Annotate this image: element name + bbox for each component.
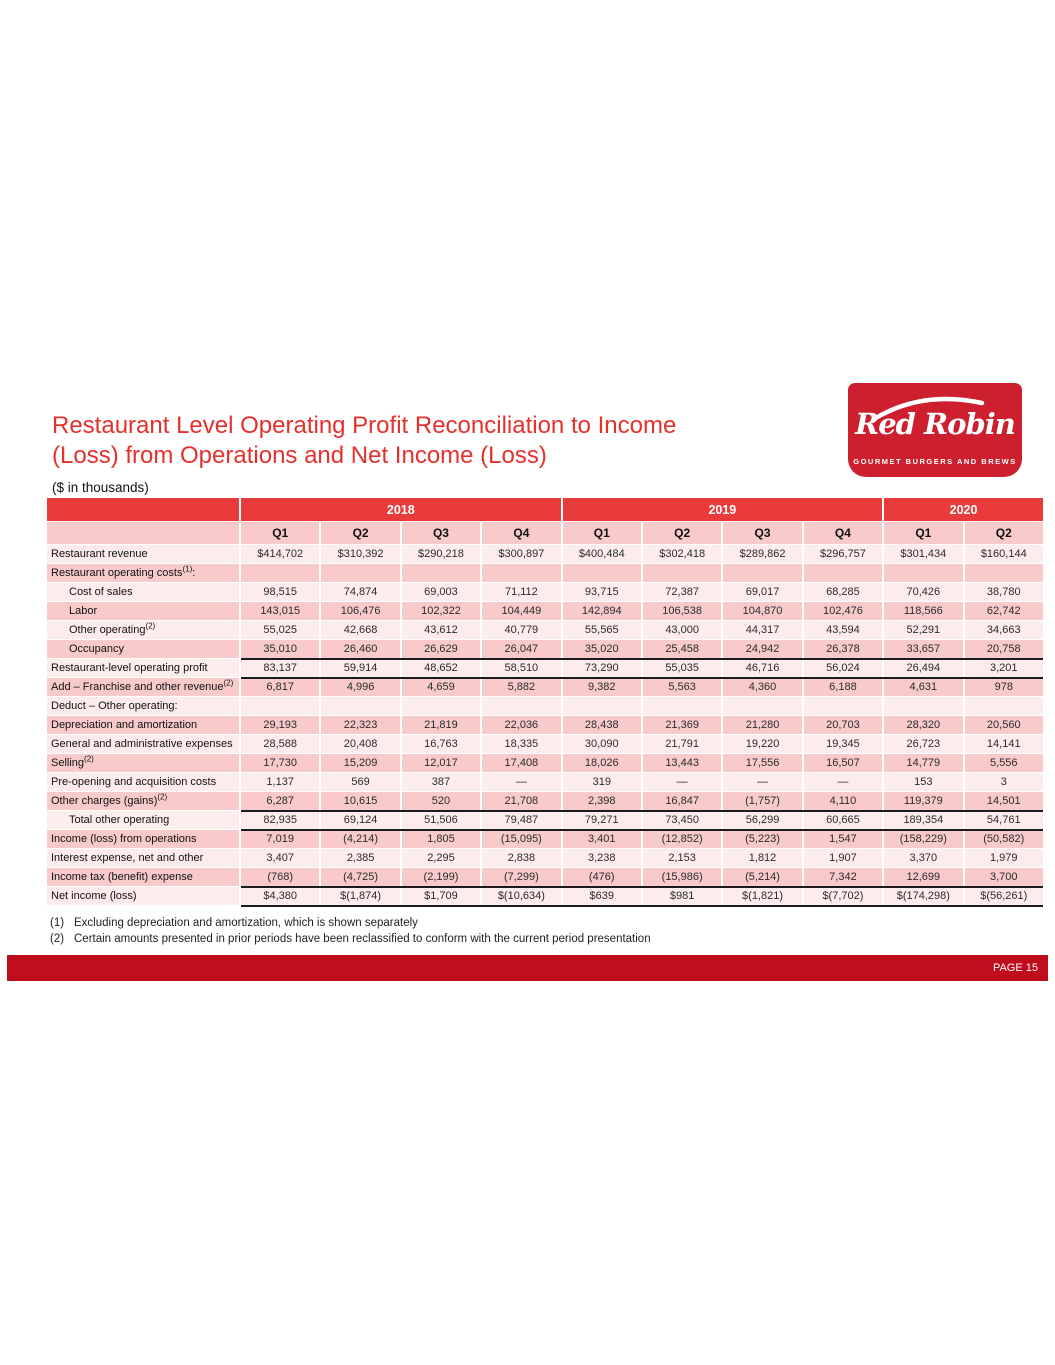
value-cell: 2,153 bbox=[643, 849, 721, 867]
value-cell: 79,271 bbox=[563, 811, 641, 829]
value-cell: 22,036 bbox=[482, 716, 560, 734]
value-cell: 189,354 bbox=[884, 811, 962, 829]
value-cell: 20,758 bbox=[965, 640, 1043, 658]
value-cell: 9,382 bbox=[563, 678, 641, 696]
table-row bbox=[47, 602, 1043, 620]
value-cell: 2,295 bbox=[402, 849, 480, 867]
row-label: Depreciation and amortization bbox=[47, 716, 239, 734]
row-label: Income (loss) from operations bbox=[47, 830, 239, 848]
value-cell: 26,494 bbox=[884, 659, 962, 677]
table-row bbox=[47, 773, 1043, 791]
value-cell bbox=[402, 564, 480, 582]
value-cell: 55,035 bbox=[643, 659, 721, 677]
units-note: ($ in thousands) bbox=[52, 480, 149, 495]
value-cell: 16,847 bbox=[643, 792, 721, 810]
table-row bbox=[47, 621, 1043, 639]
quarter-header-10: Q2 bbox=[965, 522, 1043, 544]
row-label: Other charges (gains)$^{(2)}$ bbox=[47, 792, 239, 810]
value-cell: 26,047 bbox=[482, 640, 560, 658]
value-cell: 18,335 bbox=[482, 735, 560, 753]
value-cell: 978 bbox=[965, 678, 1043, 696]
value-cell: (15,095) bbox=[482, 830, 560, 848]
row-label: Pre-opening and acquisition costs bbox=[47, 773, 239, 791]
table-row bbox=[47, 735, 1043, 753]
logo-brand-text: Red Robin bbox=[855, 407, 1015, 441]
year-header-2019: 2019 bbox=[563, 498, 883, 521]
value-cell: 153 bbox=[884, 773, 962, 791]
row-label: Occupancy bbox=[47, 640, 239, 658]
value-cell: 19,345 bbox=[804, 735, 882, 753]
quarter-header-2: Q2 bbox=[321, 522, 399, 544]
value-cell: 21,819 bbox=[402, 716, 480, 734]
value-cell: — bbox=[804, 773, 882, 791]
value-cell: $301,434 bbox=[884, 545, 962, 563]
row-label: Selling$^{(2)}$ bbox=[47, 754, 239, 772]
value-cell: 69,003 bbox=[402, 583, 480, 601]
value-cell bbox=[804, 564, 882, 582]
value-cell: 24,942 bbox=[723, 640, 801, 658]
value-cell: 4,360 bbox=[723, 678, 801, 696]
quarter-header-5: Q1 bbox=[563, 522, 641, 544]
value-cell: 48,652 bbox=[402, 659, 480, 677]
value-cell: 1,137 bbox=[241, 773, 319, 791]
footnote-2-text: Certain amounts presented in prior periods have been reclassified to conform with the current period presentation bbox=[74, 932, 651, 945]
table-row bbox=[47, 754, 1043, 772]
value-cell: 46,716 bbox=[723, 659, 801, 677]
value-cell: $639 bbox=[563, 887, 641, 905]
value-cell: $160,144 bbox=[965, 545, 1043, 563]
value-cell: 82,935 bbox=[241, 811, 319, 829]
value-cell: 51,506 bbox=[402, 811, 480, 829]
value-cell: 13,443 bbox=[643, 754, 721, 772]
value-cell bbox=[241, 564, 319, 582]
year-header-2018: 2018 bbox=[241, 498, 561, 521]
value-cell: 93,715 bbox=[563, 583, 641, 601]
value-cell: 10,615 bbox=[321, 792, 399, 810]
value-cell: 70,426 bbox=[884, 583, 962, 601]
quarter-header-7: Q3 bbox=[723, 522, 801, 544]
value-cell bbox=[402, 697, 480, 715]
value-cell: 4,110 bbox=[804, 792, 882, 810]
section-divider-line bbox=[241, 886, 1043, 888]
value-cell: (4,725) bbox=[321, 868, 399, 886]
table-row bbox=[47, 830, 1043, 848]
table-row bbox=[47, 887, 1043, 905]
value-cell: 56,299 bbox=[723, 811, 801, 829]
value-cell: 21,280 bbox=[723, 716, 801, 734]
footnote-2 bbox=[50, 932, 651, 948]
value-cell: 3,407 bbox=[241, 849, 319, 867]
value-cell: 35,020 bbox=[563, 640, 641, 658]
row-label: Net income (loss) bbox=[47, 887, 239, 905]
row-label: Deduct – Other operating: bbox=[47, 697, 239, 715]
row-label: Restaurant revenue bbox=[47, 545, 239, 563]
value-cell: 98,515 bbox=[241, 583, 319, 601]
page-footer-bar bbox=[7, 955, 1048, 981]
value-cell bbox=[804, 697, 882, 715]
value-cell bbox=[884, 564, 962, 582]
value-cell: 79,487 bbox=[482, 811, 560, 829]
value-cell: 17,730 bbox=[241, 754, 319, 772]
value-cell: $(1,821) bbox=[723, 887, 801, 905]
value-cell: 34,663 bbox=[965, 621, 1043, 639]
value-cell: 2,385 bbox=[321, 849, 399, 867]
quarter-header-4: Q4 bbox=[482, 522, 560, 544]
value-cell: 1,907 bbox=[804, 849, 882, 867]
value-cell: 15,209 bbox=[321, 754, 399, 772]
value-cell: (7,299) bbox=[482, 868, 560, 886]
value-cell: 16,507 bbox=[804, 754, 882, 772]
value-cell: 72,387 bbox=[643, 583, 721, 601]
value-cell: 55,025 bbox=[241, 621, 319, 639]
value-cell: 58,510 bbox=[482, 659, 560, 677]
value-cell bbox=[965, 564, 1043, 582]
value-cell: 106,538 bbox=[643, 602, 721, 620]
value-cell: $290,218 bbox=[402, 545, 480, 563]
value-cell: (50,582) bbox=[965, 830, 1043, 848]
value-cell: 6,287 bbox=[241, 792, 319, 810]
table-row bbox=[47, 697, 1043, 715]
table-row bbox=[47, 716, 1043, 734]
value-cell: 520 bbox=[402, 792, 480, 810]
value-cell: $400,484 bbox=[563, 545, 641, 563]
value-cell: 3,238 bbox=[563, 849, 641, 867]
value-cell: 69,017 bbox=[723, 583, 801, 601]
table-row bbox=[47, 564, 1043, 582]
value-cell: 62,742 bbox=[965, 602, 1043, 620]
value-cell: $(56,261) bbox=[965, 887, 1043, 905]
section-divider-line bbox=[241, 810, 1043, 812]
value-cell: $302,418 bbox=[643, 545, 721, 563]
table-row bbox=[47, 868, 1043, 886]
value-cell bbox=[482, 564, 560, 582]
value-cell: 3,370 bbox=[884, 849, 962, 867]
value-cell: (15,986) bbox=[643, 868, 721, 886]
table-row bbox=[47, 583, 1043, 601]
value-cell: 56,024 bbox=[804, 659, 882, 677]
value-cell: (1,757) bbox=[723, 792, 801, 810]
value-cell: 69,124 bbox=[321, 811, 399, 829]
section-divider-line bbox=[241, 677, 1043, 679]
value-cell: 14,141 bbox=[965, 735, 1043, 753]
row-label: Total other operating bbox=[47, 811, 239, 829]
quarter-row bbox=[47, 522, 1043, 544]
value-cell bbox=[884, 697, 962, 715]
footnote-1 bbox=[50, 916, 651, 932]
value-cell: $(10,634) bbox=[482, 887, 560, 905]
value-cell bbox=[241, 697, 319, 715]
quarter-header-6: Q2 bbox=[643, 522, 721, 544]
quarter-header-3: Q3 bbox=[402, 522, 480, 544]
value-cell: 102,322 bbox=[402, 602, 480, 620]
page-title-line1: Restaurant Level Operating Profit Reconciliation to Income bbox=[52, 412, 677, 439]
value-cell: 106,476 bbox=[321, 602, 399, 620]
value-cell: 60,665 bbox=[804, 811, 882, 829]
value-cell: 17,408 bbox=[482, 754, 560, 772]
value-cell: $300,897 bbox=[482, 545, 560, 563]
value-cell: — bbox=[482, 773, 560, 791]
row-label: Income tax (benefit) expense bbox=[47, 868, 239, 886]
value-cell: 387 bbox=[402, 773, 480, 791]
value-cell: $981 bbox=[643, 887, 721, 905]
value-cell: $296,757 bbox=[804, 545, 882, 563]
row-label: Interest expense, net and other bbox=[47, 849, 239, 867]
value-cell: 68,285 bbox=[804, 583, 882, 601]
page-number: PAGE 15 bbox=[992, 962, 1038, 974]
value-cell: 3,700 bbox=[965, 868, 1043, 886]
quarter-row-spacer-cell bbox=[47, 522, 239, 544]
value-cell bbox=[723, 564, 801, 582]
value-cell: 6,188 bbox=[804, 678, 882, 696]
value-cell: 71,112 bbox=[482, 583, 560, 601]
value-cell: 20,560 bbox=[965, 716, 1043, 734]
quarter-header-8: Q4 bbox=[804, 522, 882, 544]
value-cell: 44,317 bbox=[723, 621, 801, 639]
logo-tagline-text: GOURMET BURGERS AND BREWS bbox=[853, 457, 1017, 466]
value-cell: 118,566 bbox=[884, 602, 962, 620]
value-cell bbox=[723, 697, 801, 715]
value-cell: 104,870 bbox=[723, 602, 801, 620]
value-cell bbox=[643, 564, 721, 582]
value-cell: 28,588 bbox=[241, 735, 319, 753]
value-cell: 20,703 bbox=[804, 716, 882, 734]
value-cell: 5,556 bbox=[965, 754, 1043, 772]
value-cell bbox=[482, 697, 560, 715]
row-label: Cost of sales bbox=[47, 583, 239, 601]
value-cell: 14,779 bbox=[884, 754, 962, 772]
row-label: General and administrative expenses bbox=[47, 735, 239, 753]
value-cell: 55,565 bbox=[563, 621, 641, 639]
value-cell: 28,320 bbox=[884, 716, 962, 734]
year-row-corner-cell bbox=[47, 498, 239, 521]
table-row bbox=[47, 640, 1043, 658]
table-wrap bbox=[45, 497, 1045, 906]
table-row bbox=[47, 849, 1043, 867]
footnote-1-text: Excluding depreciation and amortization, which is shown separately bbox=[74, 917, 418, 929]
table-row bbox=[47, 659, 1043, 677]
quarter-header-9: Q1 bbox=[884, 522, 962, 544]
value-cell: 35,010 bbox=[241, 640, 319, 658]
value-cell: 4,631 bbox=[884, 678, 962, 696]
value-cell: 5,563 bbox=[643, 678, 721, 696]
row-label: Labor bbox=[47, 602, 239, 620]
value-cell bbox=[321, 697, 399, 715]
value-cell: 59,914 bbox=[321, 659, 399, 677]
value-cell: 14,501 bbox=[965, 792, 1043, 810]
year-header-2020: 2020 bbox=[884, 498, 1043, 521]
footnotes bbox=[50, 916, 651, 947]
quarter-header-1: Q1 bbox=[241, 522, 319, 544]
value-cell: 4,996 bbox=[321, 678, 399, 696]
value-cell: 29,193 bbox=[241, 716, 319, 734]
value-cell: — bbox=[723, 773, 801, 791]
value-cell: 142,894 bbox=[563, 602, 641, 620]
value-cell: 38,780 bbox=[965, 583, 1043, 601]
value-cell: 3,201 bbox=[965, 659, 1043, 677]
value-cell: 12,699 bbox=[884, 868, 962, 886]
value-cell: 21,708 bbox=[482, 792, 560, 810]
table-row bbox=[47, 811, 1043, 829]
value-cell: 26,723 bbox=[884, 735, 962, 753]
value-cell bbox=[965, 697, 1043, 715]
financial-table bbox=[45, 497, 1045, 906]
value-cell: 569 bbox=[321, 773, 399, 791]
value-cell: 30,090 bbox=[563, 735, 641, 753]
value-cell: $4,380 bbox=[241, 887, 319, 905]
value-cell: 26,629 bbox=[402, 640, 480, 658]
table-row bbox=[47, 678, 1043, 696]
row-label: Add – Franchise and other revenue$^{(2)}$ bbox=[47, 678, 239, 696]
value-cell: 22,323 bbox=[321, 716, 399, 734]
value-cell: 1,805 bbox=[402, 830, 480, 848]
value-cell: $310,392 bbox=[321, 545, 399, 563]
value-cell: 73,450 bbox=[643, 811, 721, 829]
section-divider-line bbox=[241, 658, 1043, 660]
red-robin-logo bbox=[848, 383, 1022, 477]
value-cell: $414,702 bbox=[241, 545, 319, 563]
value-cell: $1,709 bbox=[402, 887, 480, 905]
value-cell: $289,862 bbox=[723, 545, 801, 563]
value-cell: 43,000 bbox=[643, 621, 721, 639]
page-title-line2: (Loss) from Operations and Net Income (Loss) bbox=[52, 442, 547, 469]
value-cell: 18,026 bbox=[563, 754, 641, 772]
value-cell: $(7,702) bbox=[804, 887, 882, 905]
value-cell: 143,015 bbox=[241, 602, 319, 620]
value-cell bbox=[563, 564, 641, 582]
value-cell bbox=[643, 697, 721, 715]
value-cell: (4,214) bbox=[321, 830, 399, 848]
value-cell bbox=[321, 564, 399, 582]
value-cell: 19,220 bbox=[723, 735, 801, 753]
value-cell: (5,223) bbox=[723, 830, 801, 848]
value-cell: (12,852) bbox=[643, 830, 721, 848]
value-cell: 5,882 bbox=[482, 678, 560, 696]
value-cell: 7,019 bbox=[241, 830, 319, 848]
row-label: Restaurant operating costs$^{(1)}$: bbox=[47, 564, 239, 582]
value-cell: 26,460 bbox=[321, 640, 399, 658]
value-cell: 319 bbox=[563, 773, 641, 791]
value-cell: (5,214) bbox=[723, 868, 801, 886]
value-cell: 3,401 bbox=[563, 830, 641, 848]
value-cell: 119,379 bbox=[884, 792, 962, 810]
value-cell: 33,657 bbox=[884, 640, 962, 658]
value-cell: 17,556 bbox=[723, 754, 801, 772]
value-cell: 43,612 bbox=[402, 621, 480, 639]
value-cell: — bbox=[643, 773, 721, 791]
value-cell: 20,408 bbox=[321, 735, 399, 753]
row-label: Other operating$^{(2)}$ bbox=[47, 621, 239, 639]
value-cell: 1,812 bbox=[723, 849, 801, 867]
value-cell: 21,369 bbox=[643, 716, 721, 734]
value-cell: $(1,874) bbox=[321, 887, 399, 905]
section-divider-line bbox=[241, 829, 1043, 831]
value-cell: 83,137 bbox=[241, 659, 319, 677]
value-cell: 2,398 bbox=[563, 792, 641, 810]
footnote-2-marker: (2) bbox=[50, 932, 65, 945]
value-cell: 54,761 bbox=[965, 811, 1043, 829]
value-cell: 52,291 bbox=[884, 621, 962, 639]
value-cell: 40,779 bbox=[482, 621, 560, 639]
value-cell: 25,458 bbox=[643, 640, 721, 658]
value-cell: 26,378 bbox=[804, 640, 882, 658]
value-cell: (158,229) bbox=[884, 830, 962, 848]
year-row bbox=[47, 498, 1043, 521]
value-cell bbox=[563, 697, 641, 715]
value-cell: 43,594 bbox=[804, 621, 882, 639]
value-cell: 3 bbox=[965, 773, 1043, 791]
page-title bbox=[52, 411, 832, 471]
value-cell: 21,791 bbox=[643, 735, 721, 753]
value-cell: 4,659 bbox=[402, 678, 480, 696]
value-cell: (768) bbox=[241, 868, 319, 886]
value-cell: 6,817 bbox=[241, 678, 319, 696]
value-cell: 102,476 bbox=[804, 602, 882, 620]
value-cell: 2,838 bbox=[482, 849, 560, 867]
value-cell: $(174,298) bbox=[884, 887, 962, 905]
value-cell: 73,290 bbox=[563, 659, 641, 677]
footnote-1-marker: (1) bbox=[50, 917, 65, 929]
value-cell: (2,199) bbox=[402, 868, 480, 886]
value-cell: 28,438 bbox=[563, 716, 641, 734]
row-label: Restaurant-level operating profit bbox=[47, 659, 239, 677]
value-cell: 12,017 bbox=[402, 754, 480, 772]
table-body bbox=[47, 545, 1043, 905]
value-cell: 7,342 bbox=[804, 868, 882, 886]
value-cell: 42,668 bbox=[321, 621, 399, 639]
value-cell: (476) bbox=[563, 868, 641, 886]
value-cell: 1,547 bbox=[804, 830, 882, 848]
value-cell: 16,763 bbox=[402, 735, 480, 753]
table-row bbox=[47, 545, 1043, 563]
value-cell: 74,874 bbox=[321, 583, 399, 601]
section-divider-line bbox=[241, 905, 1043, 907]
table-row bbox=[47, 792, 1043, 810]
value-cell: 104,449 bbox=[482, 602, 560, 620]
value-cell: 1,979 bbox=[965, 849, 1043, 867]
